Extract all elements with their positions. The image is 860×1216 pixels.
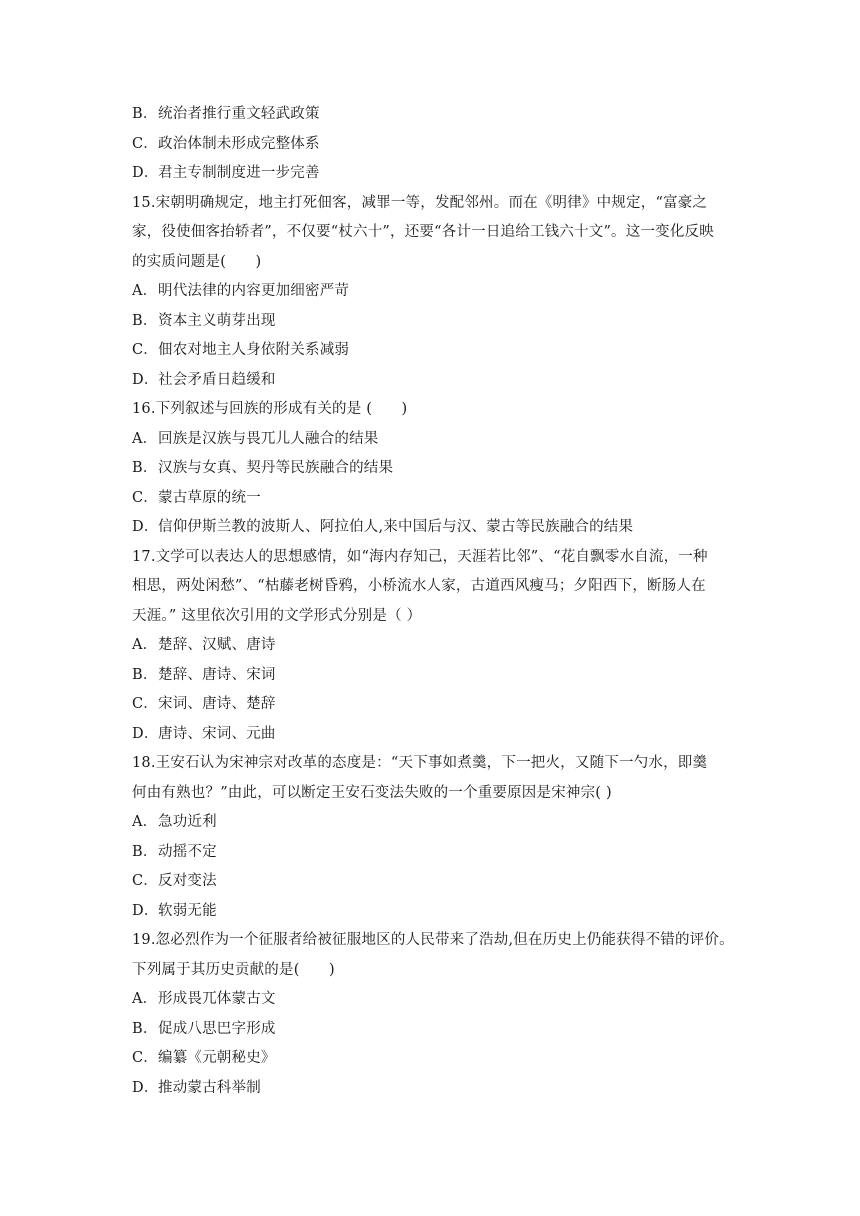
option-text: 资本主义萌芽出现: [158, 312, 276, 329]
option-letter: C．: [132, 342, 158, 358]
option-text: 明代法律的内容更加细密严苛: [158, 283, 350, 299]
option-text: 君主专制制度进一步完善: [158, 165, 320, 181]
option-letter: D．: [132, 165, 159, 181]
question-stem-line: 16.下列叙述与回族的形成有关的是 ( ): [132, 401, 408, 417]
option-c: [132, 690, 742, 720]
option-letter: B．: [132, 843, 158, 860]
option-letter: D．: [132, 902, 159, 919]
option-c: [132, 484, 742, 514]
option-text: 楚辞、汉赋、唐诗: [158, 637, 276, 653]
option-b: [132, 1015, 742, 1045]
option-letter: D．: [132, 725, 159, 742]
option-text: 蒙古草原的统一: [158, 489, 261, 506]
option-d: [132, 720, 742, 750]
option-b: [132, 307, 742, 337]
option-letter: D．: [132, 519, 159, 535]
option-text: 促成八思巴字形成: [158, 1020, 276, 1037]
option-d: [132, 1074, 742, 1104]
option-text: 汉族与女真、契丹等民族融合的结果: [158, 460, 394, 476]
option-text: 楚辞、唐诗、宋词: [158, 666, 276, 683]
option-text: 回族是汉族与畏兀儿人融合的结果: [158, 430, 379, 447]
option-letter: B．: [132, 312, 158, 329]
question-stem-line: 17.文学可以表达人的思想感情，如“海内存知己，天涯若比邻”、“花自飘零水自流，一种: [132, 548, 708, 565]
option-text: 统治者推行重文轻武政策: [158, 106, 320, 122]
question-stem-line: 19.忽必烈作为一个征服者给被征服地区的人民带来了浩劫,但在历史上仍能获得不错的评价。: [132, 932, 734, 948]
question-stem-line: 家，役使佃客抬轿者”，不仅要“杖六十”，还要“各计一日追给工钱六十文”。这一变化反映: [132, 224, 714, 240]
option-b: [132, 661, 742, 691]
option-letter: B．: [132, 1020, 158, 1037]
option-letter: D．: [132, 371, 159, 388]
option-a: [132, 631, 742, 661]
option-letter: A．: [132, 991, 158, 1007]
option-letter: C．: [132, 873, 158, 889]
question-18: [132, 749, 742, 926]
option-text: 唐诗、宋词、元曲: [158, 725, 276, 742]
option-a: [132, 425, 742, 455]
option-text: 编纂《元朝秘史》: [158, 1050, 276, 1066]
option-text: 动摇不定: [158, 843, 217, 860]
option-b: [132, 838, 742, 868]
option-c: [132, 1044, 742, 1074]
option-text: 软弱无能: [158, 902, 217, 919]
question-content: [132, 100, 742, 1103]
option-letter: A．: [132, 283, 158, 299]
question-stem-line: 何由有熟也？”由此，可以断定王安石变法失败的一个重要原因是宋神宗( ): [132, 784, 612, 801]
option-letter: A．: [132, 430, 158, 447]
option-text: 形成畏兀体蒙古文: [158, 991, 276, 1007]
option-letter: C．: [132, 135, 158, 152]
option-b: [132, 100, 742, 130]
option-text: 政治体制未形成完整体系: [158, 135, 320, 152]
option-letter: B．: [132, 106, 158, 122]
option-c: [132, 130, 742, 160]
option-text: 信仰伊斯兰教的波斯人、阿拉伯人,来中国后与汉、蒙古等民族融合的结果: [158, 519, 634, 535]
option-c: [132, 867, 742, 897]
option-c: [132, 336, 742, 366]
question-14-options: [132, 100, 742, 189]
option-letter: C．: [132, 1050, 158, 1066]
option-text: 佃农对地主人身依附关系减弱: [158, 342, 350, 358]
option-d: [132, 513, 742, 543]
option-text: 反对变法: [158, 873, 217, 889]
question-stem-line: 天涯。” 这里依次引用的文学形式分别是（ ）: [132, 607, 422, 624]
option-text: 推动蒙古科举制: [158, 1079, 261, 1096]
option-text: 急功近利: [158, 814, 217, 830]
option-d: [132, 159, 742, 189]
option-d: [132, 897, 742, 927]
option-b: [132, 454, 742, 484]
option-letter: D．: [132, 1079, 159, 1096]
option-letter: C．: [132, 489, 158, 506]
option-a: [132, 277, 742, 307]
option-text: 社会矛盾日趋缓和: [158, 371, 276, 388]
question-stem-line: 18.王安石认为宋神宗对改革的态度是：“天下事如煮羹，下一把火，又随下一勺水，即羹: [132, 755, 708, 771]
question-stem-line: 15.宋朝明确规定，地主打死佃客，减罪一等，发配邻州。而在《明律》中规定，“富豪之: [132, 194, 708, 211]
option-letter: C．: [132, 696, 158, 712]
question-17: [132, 543, 742, 750]
question-stem-line: 的实质问题是( ): [132, 253, 262, 270]
question-stem-line: 相思，两处闲愁”、“枯藤老树昏鸦，小桥流水人家，古道西风瘦马；夕阳西下，断肠人在: [132, 578, 706, 594]
option-d: [132, 366, 742, 396]
question-15: [132, 189, 742, 396]
question-19: [132, 926, 742, 1103]
option-letter: B．: [132, 666, 158, 683]
option-text: 宋词、唐诗、楚辞: [158, 696, 276, 712]
option-a: [132, 985, 742, 1015]
question-stem-line: 下列属于其历史贡献的是( ): [132, 961, 335, 978]
option-letter: A．: [132, 814, 158, 830]
question-16: [132, 395, 742, 543]
option-letter: B．: [132, 460, 158, 476]
option-letter: A．: [132, 637, 158, 653]
option-a: [132, 808, 742, 838]
